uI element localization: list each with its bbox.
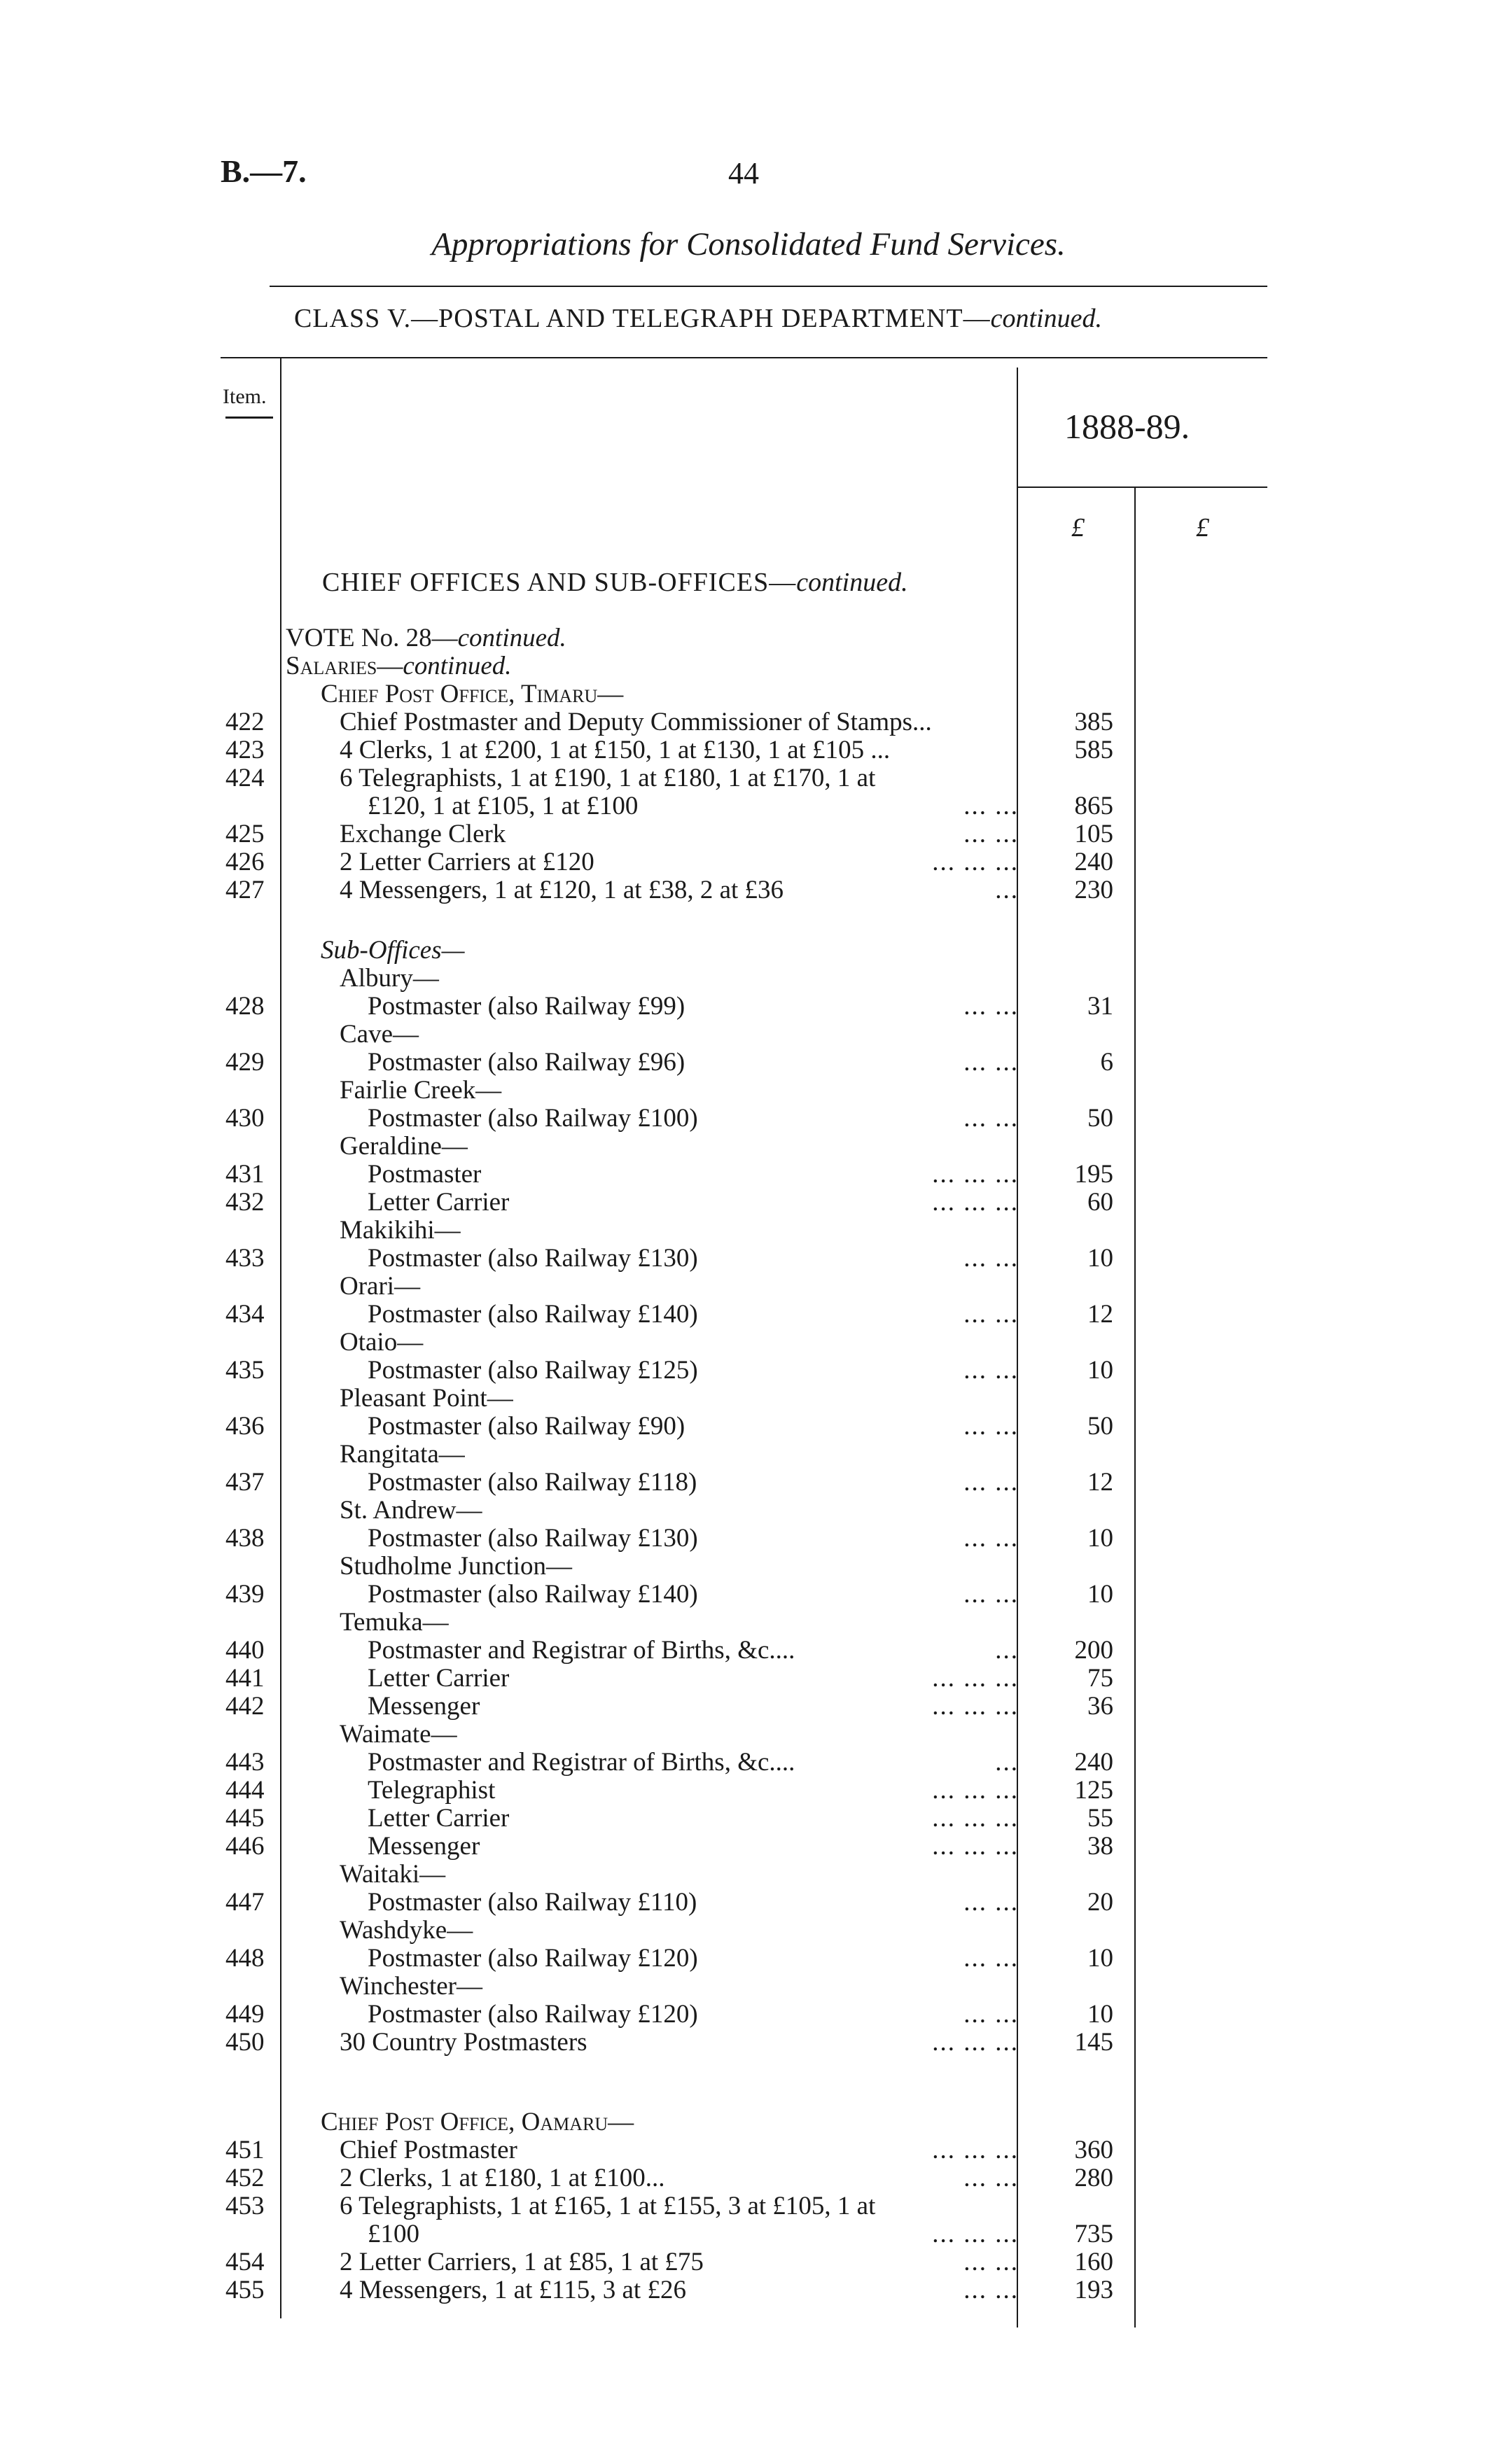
- item-description-text: Cave—: [340, 1020, 419, 1049]
- item-description-text: Salaries—: [286, 652, 403, 680]
- amount-value: 735: [1074, 2220, 1113, 2248]
- page-title: Appropriations for Consolidated Fund Services.: [431, 226, 1066, 262]
- item-description-text: 4 Clerks, 1 at £200, 1 at £150, 1 at £130, 1 at £105 ...: [340, 736, 891, 764]
- pound-sign-col1: £: [1071, 513, 1085, 542]
- table-row: [0, 965, 1497, 993]
- item-description-text: Postmaster (also Railway £120): [368, 1944, 698, 1973]
- table-row: [0, 1609, 1497, 1637]
- table-row: [0, 792, 1497, 820]
- table-row: [0, 1665, 1497, 1693]
- item-number: 428: [225, 992, 265, 1021]
- amount-value: 105: [1074, 820, 1113, 848]
- item-description: [340, 1329, 423, 1357]
- item-description-text: Chief Postmaster: [340, 2136, 517, 2164]
- amount-value: 36: [1087, 1692, 1113, 1721]
- amount-value: 38: [1087, 1832, 1113, 1861]
- item-number: 445: [225, 1804, 265, 1833]
- item-description-text: 30 Country Postmasters: [340, 2028, 587, 2057]
- item-column-header: Item.: [223, 385, 267, 408]
- item-description-suffix: continued.: [403, 652, 512, 680]
- item-description: [340, 1917, 473, 1945]
- item-description-text: Otaio—: [340, 1328, 424, 1357]
- class-heading-main: CLASS V.—POSTAL AND TELEGRAPH DEPARTMENT—: [294, 304, 991, 333]
- item-description: [340, 708, 932, 736]
- item-description: [340, 2248, 704, 2276]
- item-description: [340, 1441, 465, 1469]
- item-description-text: Rangitata—: [340, 1440, 465, 1469]
- leader-dots: ... ... ...: [932, 1188, 1019, 1217]
- leader-dots: ... ...: [963, 1244, 1019, 1273]
- table-row: [0, 876, 1497, 904]
- item-description: [368, 1245, 698, 1273]
- item-description-suffix: continued.: [457, 624, 566, 652]
- leader-dots: ...: [995, 876, 1019, 904]
- item-description: [340, 1609, 449, 1637]
- leader-dots: ... ... ...: [932, 2028, 1019, 2057]
- item-description-text: Letter Carrier: [368, 1804, 510, 1833]
- leader-dots: ...: [995, 1636, 1019, 1665]
- item-description: [340, 1721, 457, 1749]
- item-description: [368, 1161, 481, 1189]
- item-description: [340, 848, 594, 876]
- table-row: [0, 1637, 1497, 1665]
- item-description-text: 2 Letter Carriers at £120: [340, 848, 594, 876]
- item-description: [340, 2029, 587, 2057]
- class-heading: [294, 303, 1102, 334]
- item-number: 437: [225, 1468, 265, 1497]
- item-description-text: Geraldine—: [340, 1132, 468, 1161]
- item-description-text: Pleasant Point—: [340, 1384, 513, 1413]
- amount-value: 60: [1087, 1188, 1113, 1217]
- item-description-text: Postmaster (also Railway £120): [368, 2000, 698, 2029]
- leader-dots: ... ... ...: [932, 1776, 1019, 1805]
- item-description-text: Postmaster (also Railway £99): [368, 992, 685, 1021]
- leader-dots: ... ...: [963, 1300, 1019, 1329]
- amount-value: 230: [1074, 876, 1113, 904]
- leader-dots: ... ...: [963, 820, 1019, 848]
- item-description-text: Telegraphist: [368, 1776, 496, 1805]
- item-description-text: 6 Telegraphists, 1 at £165, 1 at £155, 3 at £105, 1 at: [340, 2192, 876, 2220]
- item-description: [368, 1189, 509, 1217]
- item-description: [340, 1861, 445, 1889]
- amount-value: 10: [1087, 1580, 1113, 1609]
- item-description-text: Albury—: [340, 964, 439, 993]
- item-number: 454: [225, 2248, 265, 2276]
- item-description-text: Fairlie Creek—: [340, 1076, 502, 1105]
- item-description: [321, 680, 623, 708]
- amount-value: 20: [1087, 1888, 1113, 1917]
- item-description: [368, 1889, 697, 1917]
- amount-value: 145: [1074, 2028, 1113, 2057]
- table-row: [0, 1777, 1497, 1805]
- item-description: [368, 1665, 509, 1693]
- table-row: [0, 1861, 1497, 1889]
- item-description-text: Orari—: [340, 1272, 421, 1301]
- item-description-text: £100: [368, 2220, 419, 2248]
- item-description: [340, 2136, 517, 2164]
- table-row: [0, 2220, 1497, 2248]
- item-description-text: Letter Carrier: [368, 1188, 510, 1217]
- item-description-text: 2 Letter Carriers, 1 at £85, 1 at £75: [340, 2248, 704, 2276]
- item-number: 426: [225, 848, 265, 876]
- item-description: [321, 937, 465, 965]
- pound-sign-col2: £: [1196, 513, 1209, 542]
- amount-value: 240: [1074, 848, 1113, 876]
- table-row: [0, 2108, 1497, 2136]
- table-row: [0, 937, 1497, 965]
- leader-dots: ... ...: [963, 1888, 1019, 1917]
- table-row: [0, 1357, 1497, 1385]
- table-row: [0, 1301, 1497, 1329]
- leader-dots: ... ...: [963, 1104, 1019, 1133]
- item-description-text: Sub-Offices—: [321, 936, 465, 965]
- amount-value: 10: [1087, 1944, 1113, 1973]
- leader-dots: ... ...: [963, 2248, 1019, 2276]
- item-description-text: Postmaster (also Railway £130): [368, 1524, 698, 1553]
- item-number: 424: [225, 764, 265, 792]
- item-description-text: Makikihi—: [340, 1216, 461, 1245]
- amount-value: 50: [1087, 1104, 1113, 1133]
- leader-dots: ... ...: [963, 1524, 1019, 1553]
- item-description: [368, 1945, 698, 1973]
- item-description: [368, 1525, 698, 1553]
- amount-value: 10: [1087, 1524, 1113, 1553]
- table-row: [0, 2164, 1497, 2192]
- item-description-text: Postmaster: [368, 1160, 482, 1189]
- item-description: [340, 1553, 572, 1581]
- leader-dots: ... ...: [963, 792, 1019, 820]
- table-row: [0, 1581, 1497, 1609]
- item-description: [340, 1273, 420, 1301]
- item-number: 443: [225, 1748, 265, 1777]
- table-row: [0, 1469, 1497, 1497]
- amount-value: 193: [1074, 2276, 1113, 2304]
- item-description-text: Postmaster and Registrar of Births, &c....: [368, 1636, 795, 1665]
- table-row: [0, 820, 1497, 848]
- item-number: 441: [225, 1664, 265, 1693]
- table-row: [0, 1189, 1497, 1217]
- item-description-text: Postmaster (also Railway £118): [368, 1468, 697, 1497]
- item-description-text: Postmaster and Registrar of Births, &c....: [368, 1748, 795, 1777]
- amount-value: 10: [1087, 1356, 1113, 1385]
- table-row: [0, 568, 1497, 596]
- amount-value: 125: [1074, 1776, 1113, 1805]
- item-description-text: Studholme Junction—: [340, 1552, 572, 1581]
- table-row: [0, 2192, 1497, 2220]
- item-number: 438: [225, 1524, 265, 1553]
- document-code: B.—7.: [221, 153, 307, 189]
- item-number: 440: [225, 1636, 265, 1665]
- table-row: [0, 2276, 1497, 2304]
- amount-value: 280: [1074, 2164, 1113, 2192]
- table-row: [0, 1945, 1497, 1973]
- item-number: 432: [225, 1188, 265, 1217]
- leader-dots: ... ...: [963, 2276, 1019, 2304]
- item-number: 430: [225, 1104, 265, 1133]
- leader-dots: ... ...: [963, 1356, 1019, 1385]
- item-number: 447: [225, 1888, 265, 1917]
- leader-dots: ... ... ...: [932, 1832, 1019, 1861]
- table-row: [0, 652, 1497, 680]
- item-number: 442: [225, 1692, 265, 1721]
- item-description: [340, 820, 506, 848]
- amount-value: 50: [1087, 1412, 1113, 1441]
- item-description-text: Temuka—: [340, 1608, 449, 1637]
- item-description: [368, 1413, 685, 1441]
- item-number: 446: [225, 1832, 265, 1861]
- item-description: [340, 1133, 468, 1161]
- item-number: 451: [225, 2136, 265, 2164]
- item-description: [340, 2276, 686, 2304]
- table-row: [0, 1749, 1497, 1777]
- item-description: [368, 1105, 698, 1133]
- item-description: [340, 2192, 875, 2220]
- table-row: [0, 736, 1497, 764]
- leader-dots: ... ... ...: [932, 1804, 1019, 1833]
- item-description-text: Waitaki—: [340, 1860, 446, 1889]
- title-rule: [270, 286, 1267, 287]
- table-row: [0, 1693, 1497, 1721]
- leader-dots: ... ... ...: [932, 848, 1019, 876]
- table-row: [0, 2136, 1497, 2164]
- year-under-rule: [1017, 486, 1267, 488]
- item-description: [368, 1805, 509, 1833]
- item-description-text: 2 Clerks, 1 at £180, 1 at £100...: [340, 2164, 665, 2192]
- item-number: 429: [225, 1048, 265, 1077]
- item-head-rule: [225, 416, 273, 419]
- table-row: [0, 1161, 1497, 1189]
- item-description-text: Postmaster (also Railway £130): [368, 1244, 698, 1273]
- table-row: [0, 1105, 1497, 1133]
- item-description-text: Exchange Clerk: [340, 820, 506, 848]
- item-description-suffix: continued.: [796, 568, 908, 597]
- leader-dots: ... ... ...: [932, 2220, 1019, 2248]
- leader-dots: ... ...: [963, 1048, 1019, 1077]
- table-row: [0, 848, 1497, 876]
- item-number: 453: [225, 2192, 265, 2220]
- amount-value: 865: [1074, 792, 1113, 820]
- item-description-text: Chief Post Office, Timaru—: [321, 680, 624, 708]
- table-row: [0, 1329, 1497, 1357]
- item-number: 452: [225, 2164, 265, 2192]
- leader-dots: ... ...: [963, 2000, 1019, 2029]
- item-description-text: Postmaster (also Railway £125): [368, 1356, 698, 1385]
- item-description: [340, 1217, 461, 1245]
- item-description-text: Postmaster (also Railway £100): [368, 1104, 698, 1133]
- item-description-text: Postmaster (also Railway £110): [368, 1888, 697, 1917]
- item-number: 433: [225, 1244, 265, 1273]
- amount-value: 10: [1087, 2000, 1113, 2029]
- amount-value: 12: [1087, 1468, 1113, 1497]
- item-description-text: 4 Messengers, 1 at £115, 3 at £26: [340, 2276, 686, 2304]
- item-description: [286, 652, 512, 680]
- item-description-text: Postmaster (also Railway £90): [368, 1412, 685, 1441]
- table-row: [0, 1021, 1497, 1049]
- item-description: [340, 1021, 419, 1049]
- item-description: [368, 1749, 795, 1777]
- item-number: 455: [225, 2276, 265, 2304]
- item-description-text: Postmaster (also Railway £140): [368, 1580, 698, 1609]
- table-row: [0, 1273, 1497, 1301]
- leader-dots: ...: [995, 1748, 1019, 1777]
- item-description-text: Chief Post Office, Oamaru—: [321, 2108, 634, 2136]
- item-description: [368, 1357, 698, 1385]
- amount-value: 385: [1074, 708, 1113, 736]
- class-heading-continued: continued.: [990, 304, 1102, 333]
- table-row: [0, 1077, 1497, 1105]
- amount-value: 200: [1074, 1636, 1113, 1665]
- amount-value: 195: [1074, 1160, 1113, 1189]
- table-row: [0, 993, 1497, 1021]
- item-number: 434: [225, 1300, 265, 1329]
- item-description: [368, 1693, 480, 1721]
- amount-value: 10: [1087, 1244, 1113, 1273]
- item-description: [368, 1833, 480, 1861]
- item-description: [340, 736, 890, 764]
- amount-value: 12: [1087, 1300, 1113, 1329]
- item-number: 439: [225, 1580, 265, 1609]
- table-row: [0, 1973, 1497, 2001]
- item-description: [368, 1777, 495, 1805]
- table-row: [0, 1217, 1497, 1245]
- leader-dots: ... ...: [963, 1468, 1019, 1497]
- item-description: [368, 1581, 698, 1609]
- item-number: 448: [225, 1944, 265, 1973]
- item-number: 449: [225, 2000, 265, 2029]
- item-description-text: Letter Carrier: [368, 1664, 510, 1693]
- amount-value: 55: [1087, 1804, 1113, 1833]
- leader-dots: ... ... ...: [932, 2136, 1019, 2164]
- table-row: [0, 708, 1497, 736]
- item-description: [340, 2164, 665, 2192]
- amount-value: 360: [1074, 2136, 1113, 2164]
- leader-dots: ... ... ...: [932, 1160, 1019, 1189]
- leader-dots: ... ...: [963, 1580, 1019, 1609]
- item-description-text: 6 Telegraphists, 1 at £190, 1 at £180, 1 at £170, 1 at: [340, 764, 876, 792]
- item-number: 422: [225, 708, 265, 736]
- item-description-text: Winchester—: [340, 1972, 482, 2001]
- leader-dots: ... ...: [963, 2164, 1019, 2192]
- item-number: 436: [225, 1412, 265, 1441]
- item-description-text: St. Andrew—: [340, 1496, 482, 1525]
- amount-value: 31: [1087, 992, 1113, 1021]
- leader-dots: ... ... ...: [932, 1664, 1019, 1693]
- item-description-text: VOTE No. 28—: [286, 624, 458, 652]
- item-description: [340, 1077, 501, 1105]
- table-row: [0, 680, 1497, 708]
- table-row: [0, 1889, 1497, 1917]
- table-row: [0, 2248, 1497, 2276]
- item-description: [368, 993, 685, 1021]
- table-row: [0, 1805, 1497, 1833]
- table-row: [0, 764, 1497, 792]
- leader-dots: ... ...: [963, 1412, 1019, 1441]
- table-row: [0, 1497, 1497, 1525]
- leader-dots: ... ...: [963, 992, 1019, 1021]
- item-number: 450: [225, 2028, 265, 2057]
- year-column-header: 1888-89.: [1064, 407, 1190, 446]
- item-number: 425: [225, 820, 265, 848]
- amount-value: 75: [1087, 1664, 1113, 1693]
- table-row: [0, 2029, 1497, 2057]
- amount-value: 160: [1074, 2248, 1113, 2276]
- item-description: [321, 2108, 634, 2136]
- amount-value: 240: [1074, 1748, 1113, 1777]
- item-description: [368, 1301, 698, 1329]
- item-description-text: £120, 1 at £105, 1 at £100: [368, 792, 639, 820]
- item-description: [368, 2001, 698, 2029]
- item-number: 435: [225, 1356, 265, 1385]
- table-top-rule: [221, 357, 1267, 358]
- item-description-text: Waimate—: [340, 1720, 457, 1749]
- item-description: [368, 1469, 697, 1497]
- item-description: [368, 1637, 795, 1665]
- item-description: [340, 965, 439, 993]
- table-row: [0, 1441, 1497, 1469]
- item-number: 431: [225, 1160, 265, 1189]
- item-description: [340, 764, 875, 792]
- item-description-text: Messenger: [368, 1832, 480, 1861]
- table-row: [0, 1245, 1497, 1273]
- item-description-text: Postmaster (also Railway £140): [368, 1300, 698, 1329]
- item-description: [368, 1049, 685, 1077]
- table-row: [0, 1721, 1497, 1749]
- table-row: [0, 1553, 1497, 1581]
- table-row: [0, 1133, 1497, 1161]
- amount-value: 6: [1100, 1048, 1113, 1077]
- table-row: [0, 624, 1497, 652]
- item-description: [322, 568, 908, 596]
- item-description-text: Chief Postmaster and Deputy Commissioner of Stamps...: [340, 708, 932, 736]
- item-description-text: CHIEF OFFICES AND SUB-OFFICES—: [322, 568, 797, 597]
- amount-value: 585: [1074, 736, 1113, 764]
- table-row: [0, 1917, 1497, 1945]
- table-row: [0, 1525, 1497, 1553]
- table-row: [0, 1413, 1497, 1441]
- item-description-text: Postmaster (also Railway £96): [368, 1048, 685, 1077]
- item-description: [340, 1385, 513, 1413]
- table-row: [0, 2001, 1497, 2029]
- item-description: [340, 1497, 482, 1525]
- table-row: [0, 1049, 1497, 1077]
- item-number: 427: [225, 876, 265, 904]
- table-row: [0, 1385, 1497, 1413]
- item-description: [368, 2220, 419, 2248]
- leader-dots: ... ...: [963, 1944, 1019, 1973]
- item-description: [368, 792, 638, 820]
- item-description-text: Messenger: [368, 1692, 480, 1721]
- table-row: [0, 1833, 1497, 1861]
- page-number: 44: [728, 156, 759, 190]
- item-description: [286, 624, 566, 652]
- item-number: 444: [225, 1776, 265, 1805]
- item-description: [340, 876, 784, 904]
- item-number: 423: [225, 736, 265, 764]
- leader-dots: ... ... ...: [932, 1692, 1019, 1721]
- item-description-text: Washdyke—: [340, 1916, 473, 1945]
- item-description-text: 4 Messengers, 1 at £120, 1 at £38, 2 at £36: [340, 876, 784, 904]
- item-description: [340, 1973, 482, 2001]
